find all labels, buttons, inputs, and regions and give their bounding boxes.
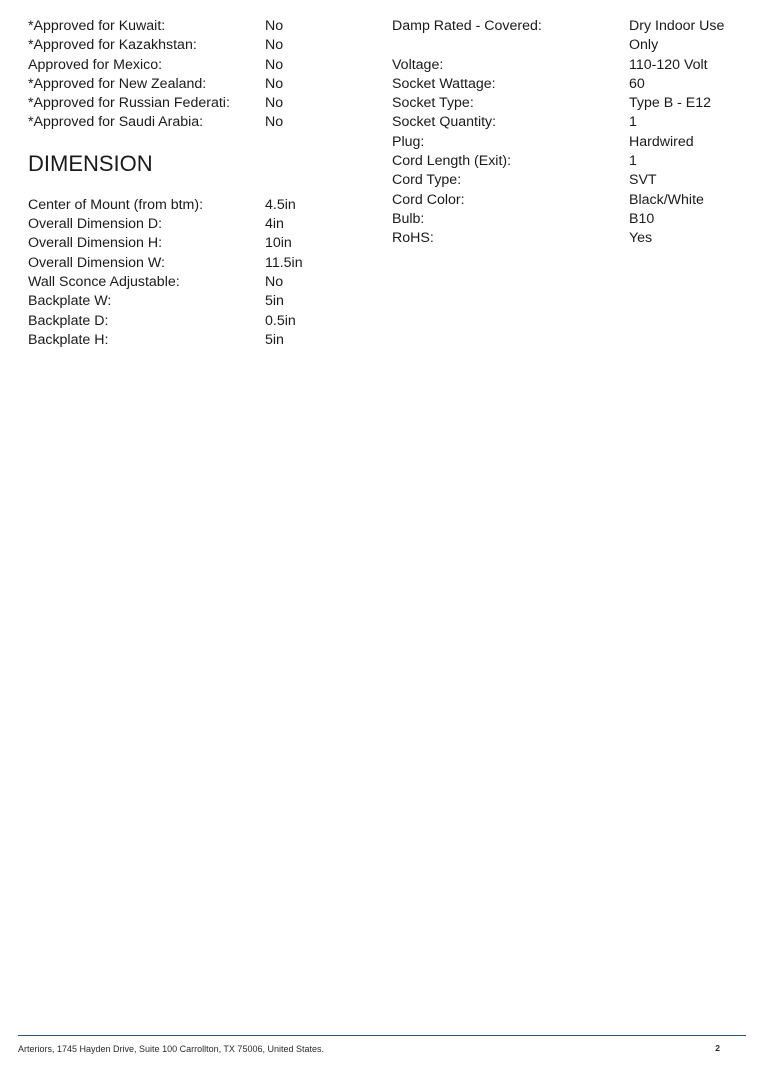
spec-label: Plug: [392, 133, 425, 150]
spec-row [392, 94, 752, 113]
spec-value: No [265, 18, 284, 34]
spec-value: B10 [629, 210, 655, 227]
spec-label: *Approved for Russian Federati: [28, 95, 230, 112]
spec-row [392, 75, 752, 94]
spec-row [392, 191, 752, 210]
spec-label: Bulb: [392, 210, 425, 227]
spec-label: RoHS: [392, 230, 434, 247]
spec-row [28, 17, 358, 36]
footer-address: Arteriors, 1745 Hayden Drive, Suite 100 Carrollton, TX 75006, United States. [18, 1044, 324, 1054]
spec-row [28, 196, 358, 215]
page-number: 2 [715, 1043, 720, 1053]
spec-value: 11.5in [265, 254, 303, 271]
spec-value: No [265, 114, 284, 131]
spec-label: *Approved for Kazakhstan: [28, 37, 197, 54]
spec-label: Center of Mount (from btm): [28, 196, 204, 213]
spec-row [28, 312, 358, 331]
footer-divider [18, 1035, 746, 1036]
spec-value: No [265, 273, 284, 290]
spec-value: Hardwired [629, 133, 694, 150]
spec-label: Cord Type: [392, 172, 462, 189]
spec-row [28, 254, 358, 273]
spec-value: Yes [629, 230, 653, 247]
spec-row [392, 171, 752, 190]
right-column [392, 17, 752, 249]
electrical-list [392, 17, 752, 249]
spec-value: No [265, 75, 284, 92]
spec-label: *Approved for New Zealand: [28, 75, 207, 92]
spec-row [28, 36, 358, 55]
spec-value: 1 [629, 153, 637, 170]
spec-value: 5in [265, 293, 284, 310]
spec-value: SVT [629, 172, 657, 189]
spec-label: Voltage: [392, 56, 444, 73]
spec-label: Damp Rated - Covered: [392, 18, 542, 34]
spec-row [392, 133, 752, 152]
spec-value: 60 [629, 75, 645, 92]
spec-value: 1 [629, 114, 637, 131]
spec-row [392, 17, 752, 56]
spec-value: 0.5in [265, 312, 296, 329]
spec-label: *Approved for Saudi Arabia: [28, 114, 204, 131]
spec-row [28, 94, 358, 113]
spec-value: No [265, 56, 284, 73]
spec-label: Cord Length (Exit): [392, 153, 512, 170]
spec-row [392, 210, 752, 229]
spec-row [28, 75, 358, 94]
spec-row [28, 113, 358, 132]
spec-value: Black/White [629, 191, 704, 208]
spec-row [28, 273, 358, 292]
spec-value: Type B - E12 [629, 95, 712, 112]
spec-row [28, 292, 358, 311]
spec-row [28, 56, 358, 75]
spec-row [392, 229, 752, 248]
dimension-section-title: DIMENSION [28, 150, 153, 176]
spec-value: 10in [265, 235, 292, 252]
dimension-list [28, 196, 358, 350]
spec-label: Wall Sconce Adjustable: [28, 273, 180, 290]
spec-value: 4.5in [265, 196, 296, 213]
spec-label: Backplate D: [28, 312, 109, 329]
spec-value: 110-120 Volt [629, 56, 708, 73]
spec-row [392, 152, 752, 171]
spec-row [28, 234, 358, 253]
spec-label: Backplate H: [28, 331, 109, 348]
spec-value: Dry Indoor Use Only [629, 18, 725, 54]
spec-label: Approved for Mexico: [28, 56, 163, 73]
spec-value: 5in [265, 331, 284, 348]
approvals-list [28, 17, 358, 133]
spec-value: No [265, 37, 284, 54]
spec-label: Socket Wattage: [392, 75, 496, 92]
spec-label: Cord Color: [392, 191, 465, 208]
spec-label: Overall Dimension W: [28, 254, 165, 271]
spec-label: *Approved for Kuwait: [28, 18, 166, 34]
spec-label: Overall Dimension D: [28, 216, 163, 233]
left-column [28, 17, 358, 350]
spec-row [28, 215, 358, 234]
spec-label: Backplate W: [28, 293, 112, 310]
spec-label: Socket Type: [392, 95, 474, 112]
spec-row [28, 331, 358, 350]
spec-value: No [265, 95, 284, 112]
spec-value: 4in [265, 216, 284, 233]
spec-row [392, 56, 752, 75]
spec-row [392, 113, 752, 132]
spec-label: Overall Dimension H: [28, 235, 163, 252]
spec-label: Socket Quantity: [392, 114, 497, 131]
